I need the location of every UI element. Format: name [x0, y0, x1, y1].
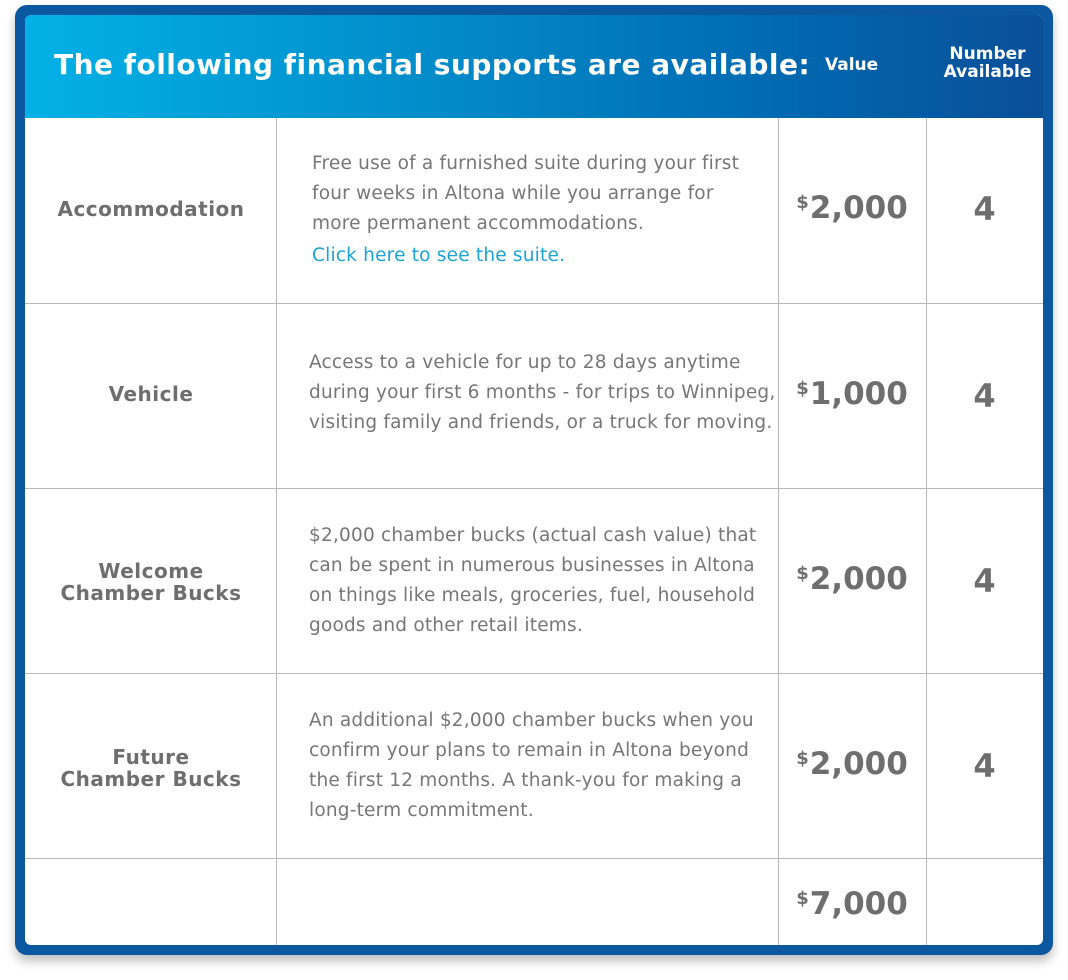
column-divider: [276, 118, 277, 945]
row-count-accommodation: 4: [973, 190, 996, 228]
row-value-vehicle: [778, 376, 926, 412]
value-amount: 2,000: [809, 561, 908, 597]
number-available-column-header: [930, 45, 1043, 81]
row-count-future-chamber-bucks: 4: [973, 747, 996, 785]
row-count-vehicle: 4: [973, 377, 996, 415]
table-header: [25, 15, 1043, 118]
value-column-header: Value: [825, 55, 879, 75]
row-description-accommodation: [312, 149, 757, 271]
currency-symbol: $: [796, 192, 809, 213]
row-label-vehicle: Vehicle: [108, 382, 194, 406]
row-divider: [25, 303, 1043, 304]
row-count-welcome-chamber-bucks: 4: [973, 562, 996, 600]
row-divider: [25, 488, 1043, 489]
row-value-future-chamber-bucks: [778, 746, 926, 782]
row-description-future-chamber-bucks: An additional $2,000 chamber bucks when you confirm your plans to remain in Altona beyond the first 12 months. A thank-you for making a long-term commitment.: [309, 710, 754, 821]
label-line: Future: [112, 745, 190, 769]
row-description-welcome-chamber-bucks: $2,000 chamber bucks (actual cash value) that can be spent in numerous businesses in Altona on things like meals, groceries, fuel, household goods and other retail items.: [309, 525, 757, 636]
label-line: Chamber Bucks: [60, 581, 242, 605]
number-available-line2: Available: [943, 62, 1032, 82]
total-amount: 7,000: [809, 886, 908, 922]
row-divider: [25, 858, 1043, 859]
row-label-welcome-chamber-bucks: [25, 560, 277, 604]
row-label-accommodation: Accommodation: [57, 197, 245, 221]
label-line: Welcome: [98, 559, 204, 583]
table-title: The following financial supports are available:: [54, 48, 811, 81]
currency-symbol: $: [796, 563, 809, 584]
row-label-future-chamber-bucks: [25, 746, 277, 790]
total-value: [778, 886, 926, 922]
value-amount: 1,000: [809, 376, 908, 412]
row-value-welcome-chamber-bucks: [778, 561, 926, 597]
row-divider: [25, 673, 1043, 674]
see-suite-link[interactable]: Click here to see the suite.: [312, 245, 566, 266]
currency-symbol: $: [796, 748, 809, 769]
label-line: Chamber Bucks: [60, 767, 242, 791]
number-available-line1: Number: [949, 44, 1026, 64]
row-description-vehicle: Access to a vehicle for up to 28 days anytime during your first 6 months - for trips to Winnipeg, visiting family and friends, or a truck for moving.: [309, 352, 776, 433]
column-divider: [926, 118, 927, 945]
accommodation-description-text: Free use of a furnished suite during your first four weeks in Altona while you arrange for more permanent accommodations.: [312, 153, 740, 234]
value-amount: 2,000: [809, 746, 908, 782]
value-amount: 2,000: [809, 190, 908, 226]
row-value-accommodation: [778, 190, 926, 226]
supports-table: [25, 15, 1043, 945]
currency-symbol: $: [796, 888, 809, 909]
column-divider: [778, 118, 779, 945]
currency-symbol: $: [796, 378, 809, 399]
